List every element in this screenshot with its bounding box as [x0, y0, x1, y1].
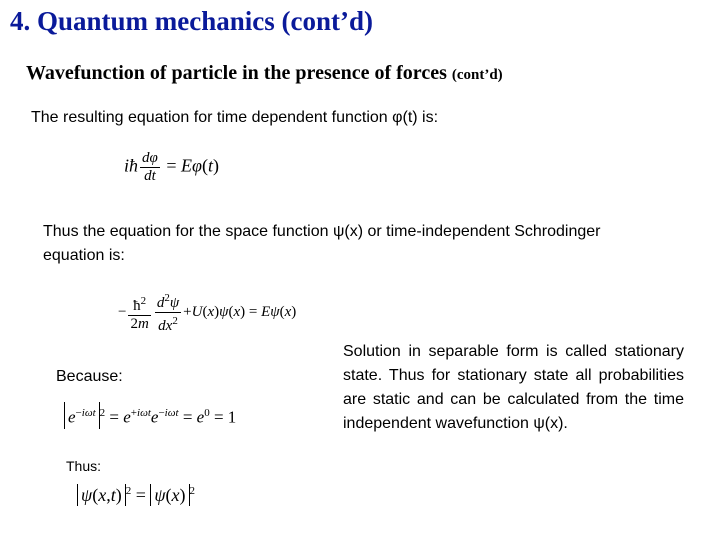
phase-equation: $e^{-i\omega t}$ $^2 = e^{+i\omega t}e^{-i\omega t} = e^0 = 1$: [64, 402, 236, 429]
time-equation: iħ $\frac{d\varphi}{dt}$ = Eφ(t): [124, 150, 219, 184]
subtitle-small: (cont’d): [451, 67, 503, 83]
slide-subtitle: [26, 62, 503, 85]
schrodinger-equation: − $\frac{ħ^2}{2m}$ $\frac{d^2\psi}{dx^2}$ +U(x)ψ(x) = Eψ(x): [118, 292, 297, 334]
slide-title: 4. Quantum mechanics (cont’d): [10, 6, 373, 36]
subtitle-main: Wavefunction of particle in the presence of forces: [26, 62, 447, 84]
solution-text: Solution in separable form is called stationary state. Thus for stationary state all probabilities are static and can be calculated from the time independent wavefunction ψ(x).: [343, 343, 684, 432]
space-text-line2: equation is:: [43, 247, 125, 264]
probability-equation: ψ(x,t) $^2$ = ψ(x) $^2$: [77, 484, 195, 506]
because-label: Because:: [56, 368, 123, 385]
space-text-line1: Thus the equation for the space function ψ(x) or time-independent Schrodinger: [43, 223, 601, 240]
intro-text: The resulting equation for time dependent function φ(t) is:: [31, 109, 439, 126]
thus-label: Thus:: [66, 458, 102, 474]
